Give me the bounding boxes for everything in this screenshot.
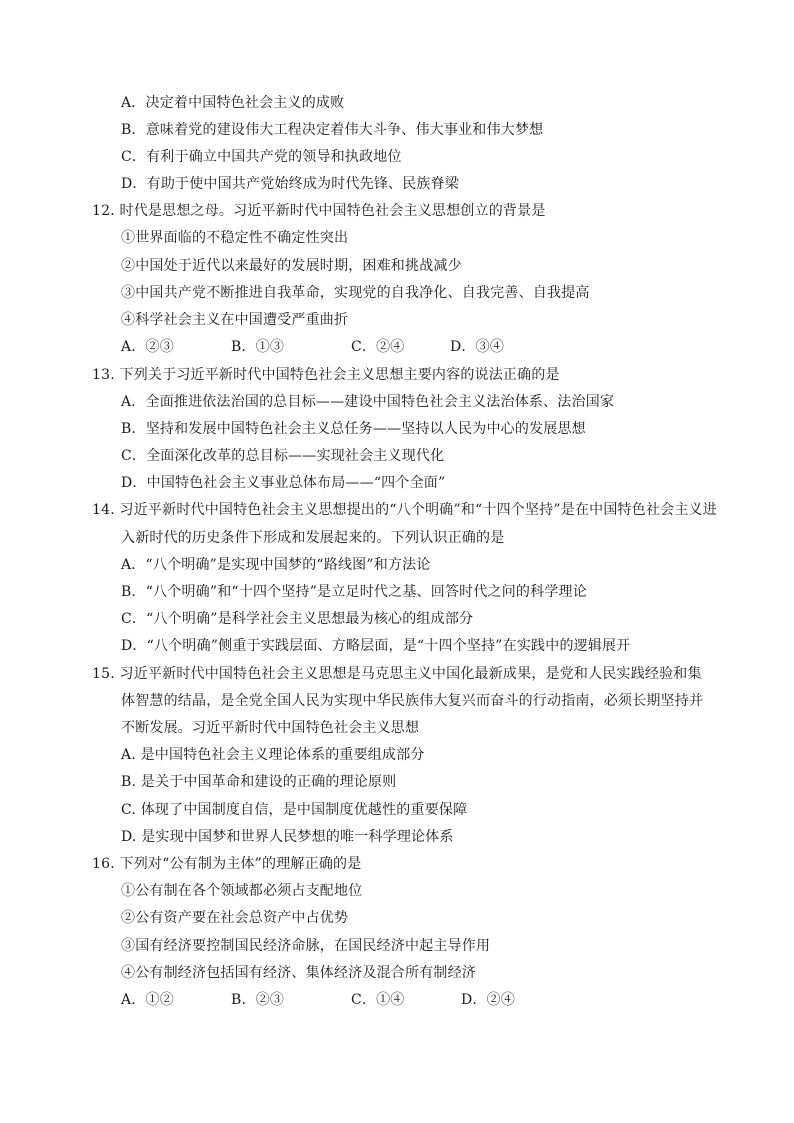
q12-choices <box>121 337 541 357</box>
q13-option-c: C．全面深化改革的总目标——实现社会主义现代化 <box>121 448 445 464</box>
q14-option-d: D．“八个明确”侧重于实践层面、方略层面，是“十四个坚持”在实践中的逻辑展开 <box>121 638 631 654</box>
q16-stem: 16. 下列对“公有制为主体”的理解正确的是 <box>92 856 362 872</box>
q11-option-d: D．有助于使中国共产党始终成为时代先锋、民族脊梁 <box>121 176 460 192</box>
q16-choices <box>121 990 541 1010</box>
q13-option-d: D．中国特色社会主义事业总体布局——“四个全面” <box>121 475 446 491</box>
q13-stem: 13. 下列关于习近平新时代中国特色社会主义思想主要内容的说法正确的是 <box>92 367 560 383</box>
q16-choice-a: A．①② <box>121 992 174 1008</box>
q12-item-3: ③中国共产党不断推进自我革命，实现党的自我净化、自我完善、自我提高 <box>121 285 590 301</box>
q16-item-3: ③国有经济要控制国民经济命脉，在国民经济中起主导作用 <box>121 938 491 954</box>
q12-choice-c: C．②④ <box>351 339 405 355</box>
q16-item-2: ②公有资产要在社会总资产中占优势 <box>121 910 349 926</box>
q12-choice-b: B．①③ <box>231 339 285 355</box>
q15-option-a: A. 是中国特色社会主义理论体系的重要组成部分 <box>121 747 425 763</box>
q12-choice-a: A．②③ <box>121 339 174 355</box>
q16-choice-c: C．①④ <box>351 992 405 1008</box>
q13-option-a: A．全面推进依法治国的总目标——建设中国特色社会主义法治体系、法治国家 <box>121 394 615 410</box>
q16-choice-b: B．②③ <box>231 992 285 1008</box>
q15-stem-line-2: 体智慧的结晶，是全党全国人民为实现中华民族伟大复兴而奋斗的行动指南，必须长期坚持并 <box>121 693 704 709</box>
q16-item-1: ①公有制在各个领域都必须占支配地位 <box>121 883 363 899</box>
q15-stem-line-1: 15. 习近平新时代中国特色社会主义思想是马克思主义中国化最新成果，是党和人民实践经验和集 <box>92 666 702 682</box>
q12-item-4: ④科学社会主义在中国遭受严重曲折 <box>121 312 349 328</box>
q14-stem-line-2: 入新时代的历史条件下形成和发展起来的。下列认识正确的是 <box>121 530 505 546</box>
q15-option-d: D. 是实现中国梦和世界人民梦想的唯一科学理论体系 <box>121 829 454 845</box>
q11-option-c: C．有利于确立中国共产党的领导和执政地位 <box>121 149 402 165</box>
q14-option-b: B．“八个明确”和“十四个坚持”是立足时代之基、回答时代之问的科学理论 <box>121 584 587 600</box>
q14-option-c: C．“八个明确”是科学社会主义思想最为核心的组成部分 <box>121 611 474 627</box>
q14-stem-line-1: 14. 习近平新时代中国特色社会主义思想提出的“八个明确”和“十四个坚持”是在中国特色社会主义进 <box>92 502 717 518</box>
q11-option-a: A．决定着中国特色社会主义的成败 <box>121 95 345 111</box>
q15-option-b: B. 是关于中国革命和建设的正确的理论原则 <box>121 774 397 790</box>
q12-choice-d: D．③④ <box>450 339 505 355</box>
q14-option-a: A．“八个明确”是实现中国梦的“路线图”和方法论 <box>121 557 431 573</box>
q12-item-2: ②中国处于近代以来最好的发展时期，困难和挑战减少 <box>121 258 462 274</box>
q15-option-c: C. 体现了中国制度自信，是中国制度优越性的重要保障 <box>121 802 468 818</box>
q15-stem-line-3: 不断发展。习近平新时代中国特色社会主义思想 <box>121 720 420 736</box>
q13-option-b: B．坚持和发展中国特色社会主义总任务——坚持以人民为中心的发展思想 <box>121 421 586 437</box>
q16-item-4: ④公有制经济包括国有经济、集体经济及混合所有制经济 <box>121 965 476 981</box>
q12-item-1: ①世界面临的不稳定性不确定性突出 <box>121 230 349 246</box>
q11-option-b: B．意味着党的建设伟大工程决定着伟大斗争、伟大事业和伟大梦想 <box>121 122 544 138</box>
q16-choice-d: D．②④ <box>461 992 516 1008</box>
q12-stem: 12. 时代是思想之母。习近平新时代中国特色社会主义思想创立的背景是 <box>92 203 546 219</box>
